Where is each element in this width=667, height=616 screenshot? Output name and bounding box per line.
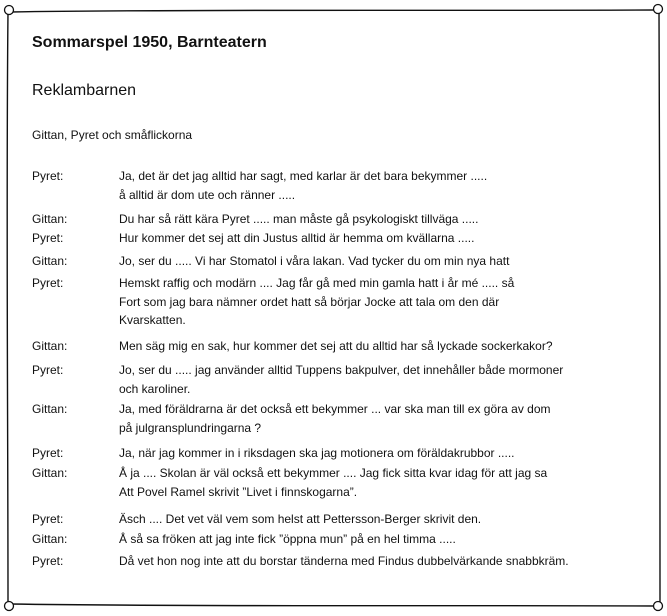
speech-line: Ja, det är det jag alltid har sagt, med karlar är det bara bekymmer ..... bbox=[119, 169, 488, 183]
speaker-name: Pyret: bbox=[32, 554, 64, 568]
speech-line: Att Povel Ramel skrivit ”Livet i finnskogarna”. bbox=[119, 484, 358, 499]
speech-text bbox=[119, 274, 649, 330]
speaker-name: Pyret: bbox=[32, 446, 64, 460]
speaker-name: Pyret: bbox=[32, 231, 64, 245]
speech-line: Ja, när jag kommer in i riksdagen ska jag motionera om föräldakrubbor ..... bbox=[119, 446, 515, 460]
speech-line: Då vet hon nog inte att du borstar tänderna med Findus dubbelvärkande snabbkräm. bbox=[119, 554, 569, 568]
speech-line: Du har så rätt kära Pyret ..... man måste gå psykologiskt tillväga ..... bbox=[119, 212, 479, 226]
speech-line: Fort som jag bara nämner ordet hatt så börjar Jocke att tala om den där bbox=[119, 294, 500, 309]
speech-line: Kvarskatten. bbox=[119, 313, 186, 327]
speech-text bbox=[119, 444, 649, 463]
speaker-name: Gittan: bbox=[32, 402, 68, 416]
speech-line: och karoliner. bbox=[119, 381, 191, 396]
speech-text bbox=[119, 337, 649, 356]
speech-line: Jo, ser du ..... jag använder alltid Tuppens bakpulver, det innehåller både mormoner bbox=[119, 363, 564, 377]
scene-title: Reklambarnen bbox=[32, 82, 137, 99]
speech-line: Jo, ser du ..... Vi har Stomatol i våra lakan. Vad tycker du om min nya hatt bbox=[119, 254, 510, 268]
speech-line: Men säg mig en sak, hur kommer det sej att du alltid har så lyckade sockerkakor? bbox=[119, 339, 553, 353]
speaker-name: Gittan: bbox=[32, 254, 68, 268]
speech-text bbox=[119, 464, 649, 501]
speech-line: Å ja .... Skolan är väl också ett bekymmer .... Jag fick sitta kvar idag för att jag sa bbox=[119, 466, 548, 480]
speaker-name: Pyret: bbox=[32, 512, 64, 526]
speech-line: Ja, med föräldrarna är det också ett bekymmer ... var ska man till ex göra av dom bbox=[119, 402, 551, 416]
page-title: Sommarspel 1950, Barnteatern bbox=[32, 34, 267, 51]
speech-line: Äsch .... Det vet väl vem som helst att Pettersson-Berger skrivit den. bbox=[119, 512, 482, 526]
speaker-name: Gittan: bbox=[32, 532, 68, 546]
speech-text bbox=[119, 252, 649, 271]
speaker-name: Pyret: bbox=[32, 169, 64, 183]
speech-line: på julgransplundringarna ? bbox=[119, 420, 262, 435]
speech-line: Hur kommer det sej att din Justus alltid är hemma om kvällarna ..... bbox=[119, 231, 475, 245]
corner-ring bbox=[5, 6, 14, 15]
speech-text bbox=[119, 530, 649, 549]
speaker-name: Gittan: bbox=[32, 212, 68, 226]
speaker-name: Pyret: bbox=[32, 363, 64, 377]
speaker-name: Gittan: bbox=[32, 466, 68, 480]
speech-text bbox=[119, 510, 649, 529]
speech-text bbox=[119, 229, 649, 248]
speech-line: Hemskt raffig och modärn .... Jag får gå med min gamla hatt i år mé ..... så bbox=[119, 276, 515, 290]
speaker-name: Pyret: bbox=[32, 276, 64, 290]
speech-line: Å så sa fröken att jag inte fick ”öppna mun” på en hel timma ..... bbox=[119, 532, 456, 546]
speech-text bbox=[119, 167, 649, 204]
corner-ring bbox=[5, 602, 14, 611]
speech-text bbox=[119, 361, 649, 398]
speech-text bbox=[119, 400, 649, 437]
speech-line: å alltid är dom ute och ränner ..... bbox=[119, 187, 296, 202]
cast-list: Gittan, Pyret och småflickorna bbox=[32, 128, 193, 142]
speech-text bbox=[119, 552, 649, 571]
speech-text bbox=[119, 210, 649, 229]
corner-ring bbox=[654, 5, 663, 14]
speaker-name: Gittan: bbox=[32, 339, 68, 353]
corner-ring bbox=[654, 602, 663, 611]
